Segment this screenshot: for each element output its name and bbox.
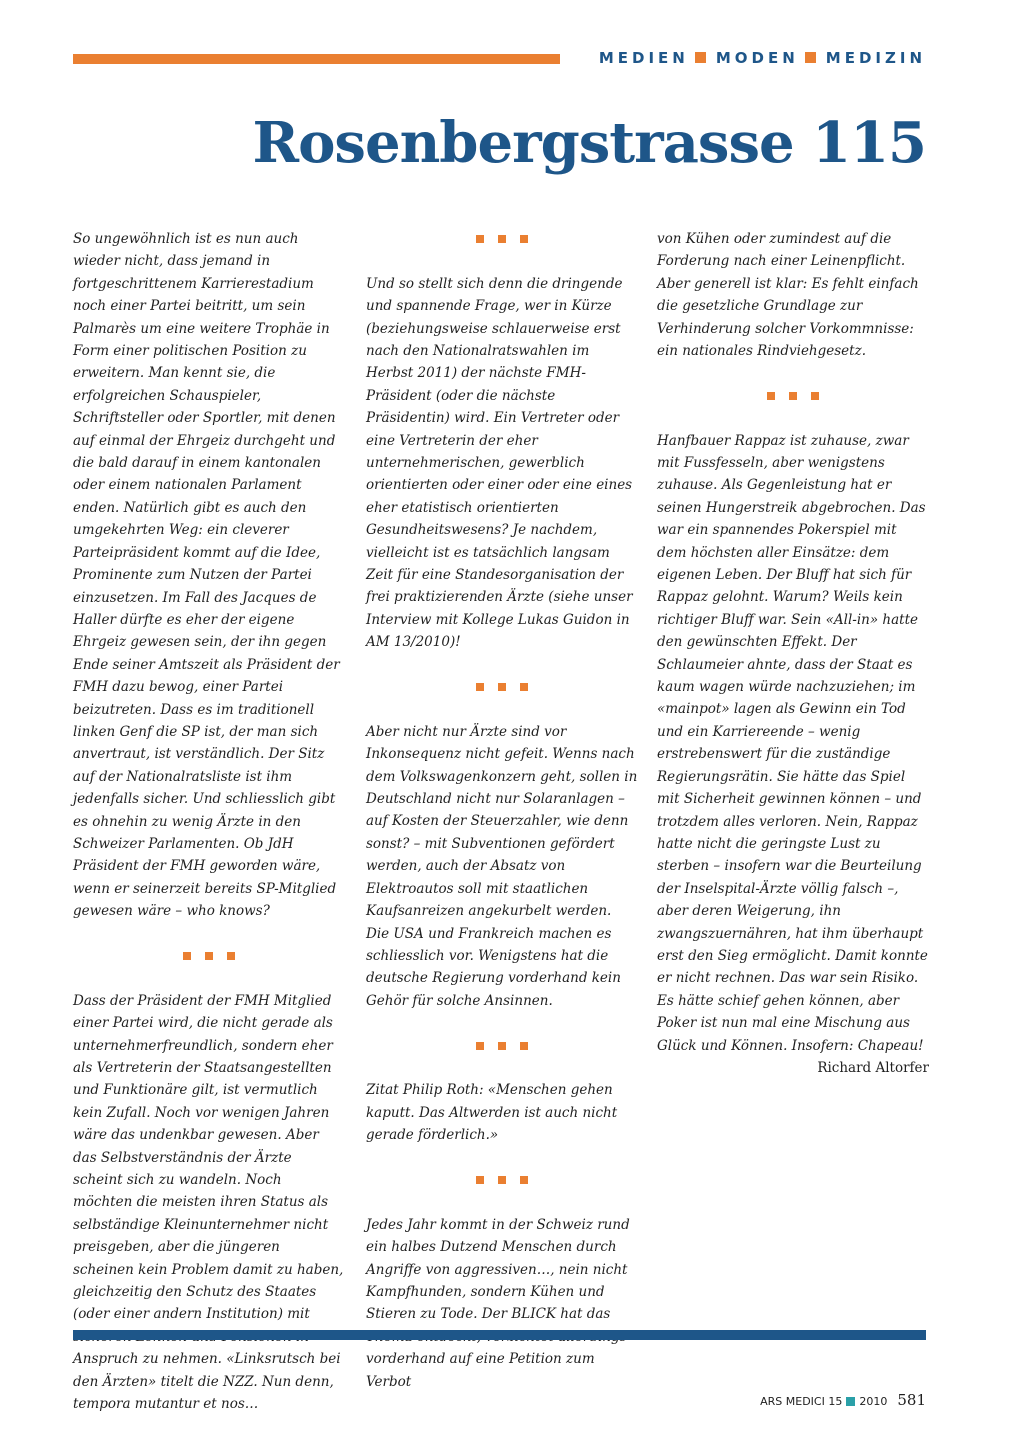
paragraph: Und so stellt sich denn die dringende und spannende Frage, wer in Kürze (beziehungsweise schlauerweise erst nach den Nationalratswahlen im Herbst 2011) der nächste FMH-Präsident (oder die nächste Präsidentin) wird. Ein Vertreter oder eine Vertreterin der eher unternehmerischen, gewerblich orientierten oder einer oder eine eines eher etatistisch orientierten Gesundheitswesens? Je nachdem, vielleicht ist es tatsächlich langsam Zeit für eine Standesorganisation der frei praktizierenden Ärzte (siehe unser Interview mit Kollege Lukas Guidon in AM 13/2010)! [366, 275, 633, 651]
paragraph: Hanfbauer Rappaz ist zuhause, zwar mit Fussfesseln, aber wenigstens zuhause. Als Gegenleistung hat er seinen Hungerstreik abgebrochen. Das war ein spannendes Pokerspiel mit dem höchsten aller Einsätze: dem eigenen Leben. Der Bluff hat sich für Rappaz gelohnt. Warum? Weils kein richtiger Bluff war. Sein «All-in» hatte den gewünschten Effekt. Der Schlaumeier ahnte, dass der Staat es kaum wagen würde nachzuziehen; im «mainpot» lagen als Gewinn ein Tod und ein Karriereende – wenig erstrebenswert für die zuständige Regierungsrätin. Sie hätte das Spiel mit Sicherheit gewinnen können – und trotzdem alles verloren. Nein, Rappaz hatte nicht die geringste Lust zu sterben – insofern war die Beurteilung der Inselspital-Ärzte völlig falsch –, aber deren Weigerung, ihn zwangszuernähren, hat ihm überhaupt erst den Sieg ermöglicht. Damit konnte er nicht rechnen. Das war sein Risiko. Es hätte schief gehen können, aber Poker ist nun mal eine Mischung aus Glück und Können. Insofern: Chapeau! [657, 432, 928, 1054]
section-label-medien: MEDIEN [598, 49, 689, 67]
page-title: Rosenbergstrasse 115 [252, 110, 926, 176]
section-divider [73, 945, 345, 967]
page-footer [760, 1391, 926, 1409]
section-divider [366, 1035, 638, 1057]
text-column-2 [366, 228, 638, 1393]
section-separator-square [805, 52, 816, 63]
section-label-moden: MODEN [715, 49, 799, 67]
page-number: 581 [897, 1391, 926, 1409]
paragraph: Zitat Philip Roth: «Menschen gehen kaputt. Das Altwerden ist auch nicht gerade förderlich.» [366, 1082, 618, 1144]
footer-rule [73, 1330, 926, 1340]
paragraph: Jedes Jahr kommt in der Schweiz rund ein halbes Dutzend Menschen durch Angriffe von aggressiven…, nein nicht Kampfhunden, sondern Kühen und Stieren zu Tode. Der BLICK hat das vorderhand auf eine Petition zum Verbot [366, 1216, 630, 1390]
author-signature: Richard Altorfer [817, 1059, 929, 1076]
section-divider [366, 228, 638, 250]
journal-name: ARS MEDICI 15 [760, 1395, 843, 1408]
footer-separator-square [846, 1397, 855, 1406]
section-divider [366, 676, 638, 698]
paragraph: Dass der Präsident der FMH Mitglied einer Partei wird, die nicht gerade als unternehmerfreundlich, sondern eher als Vertreterin der Staatsangestellten und Funktionäre gilt, ist vermutlich kein Zufall. Noch vor wenigen Jahren wäre das undenkbar gewesen. Aber das Selbstverständnis der Ärzte scheint sich zu wandeln. Noch möchten die meisten ihren Status als selbständige Kleinunternehmer nicht preisgeben, aber die jüngeren scheinen kein Problem damit zu haben, gleichzeitig den Schutz des Staates (oder einer andern Institution) mit Anspruch zu nehmen. «Linksrutsch bei den Ärzten» titelt die NZZ. Nun denn, tempora mutantur et nos… [73, 992, 344, 1413]
paragraph: So ungewöhnlich ist es nun auch wieder nicht, dass jemand in fortgeschrittenem Karrierestadium noch einer Partei beitritt, um sein Palmarès um eine weitere Trophäe in Form einer politischen Position zu erweitern. Man kennt sie, die erfolgreichen Schauspieler, Schriftsteller oder Sportler, mit denen auf einmal der Ehrgeiz durchgeht und die bald darauf in einem kantonalen oder einem nationalen Parlament enden. Natürlich gibt es auch den umgekehrten Weg: ein cleverer Parteipräsident kommt auf die Idee, Prominente zum Nutzen der Partei einzusetzen. Im Fall des Jacques de Haller dürfte es eher der eigene Ehrgeiz gewesen sein, der ihn gegen Ende seiner Amtszeit als Präsident der FMH dazu bewog, einer Partei beizutreten. Dass es im traditionell linken Genf die SP ist, der man sich anvertraut, ist verständlich. Der Sitz auf der Nationalratsliste ist ihm jedenfalls sicher. Und schliesslich gibt es ohnehin zu wenig Ärzte in den Schweizer Parlamenten. Ob JdH Präsident der FMH geworden wäre, wenn er seinerzeit bereits SP-Mitglied gewesen wäre – who knows? [73, 231, 340, 920]
text-column-1 [73, 228, 345, 1415]
section-divider [366, 1169, 638, 1191]
issue-year: 2010 [859, 1395, 888, 1408]
header-accent-bar [73, 54, 560, 64]
section-label-medizin: MEDIZIN [825, 49, 926, 67]
section-divider [657, 385, 929, 407]
paragraph: Aber nicht nur Ärzte sind vor Inkonsequenz nicht gefeit. Wenns nach dem Volkswagenkonzern geht, sollen in Deutschland nicht nur Solaranlagen – auf Kosten der Steuerzahler, wie denn sonst? – mit Subventionen gefördert werden, auch der Absatz von Elektroautos soll mit staatlichen Kaufsanreizen angekurbelt werden. Die USA und Frankreich machen es schliesslich vor. Wenigstens hat die deutsche Regierung vorderhand kein Gehör für solche Ansinnen. [366, 723, 638, 1009]
section-separator-square [695, 52, 706, 63]
text-column-3 [657, 228, 929, 1079]
paragraph: von Kühen oder zumindest auf die Forderung nach einer Leinenpflicht. Aber generell ist klar: Es fehlt einfach die gesetzliche Grundlage zur Verhinderung solcher Vorkommnisse: ein nationales Rindviehgesetz. [657, 231, 919, 360]
section-nav [599, 49, 926, 67]
